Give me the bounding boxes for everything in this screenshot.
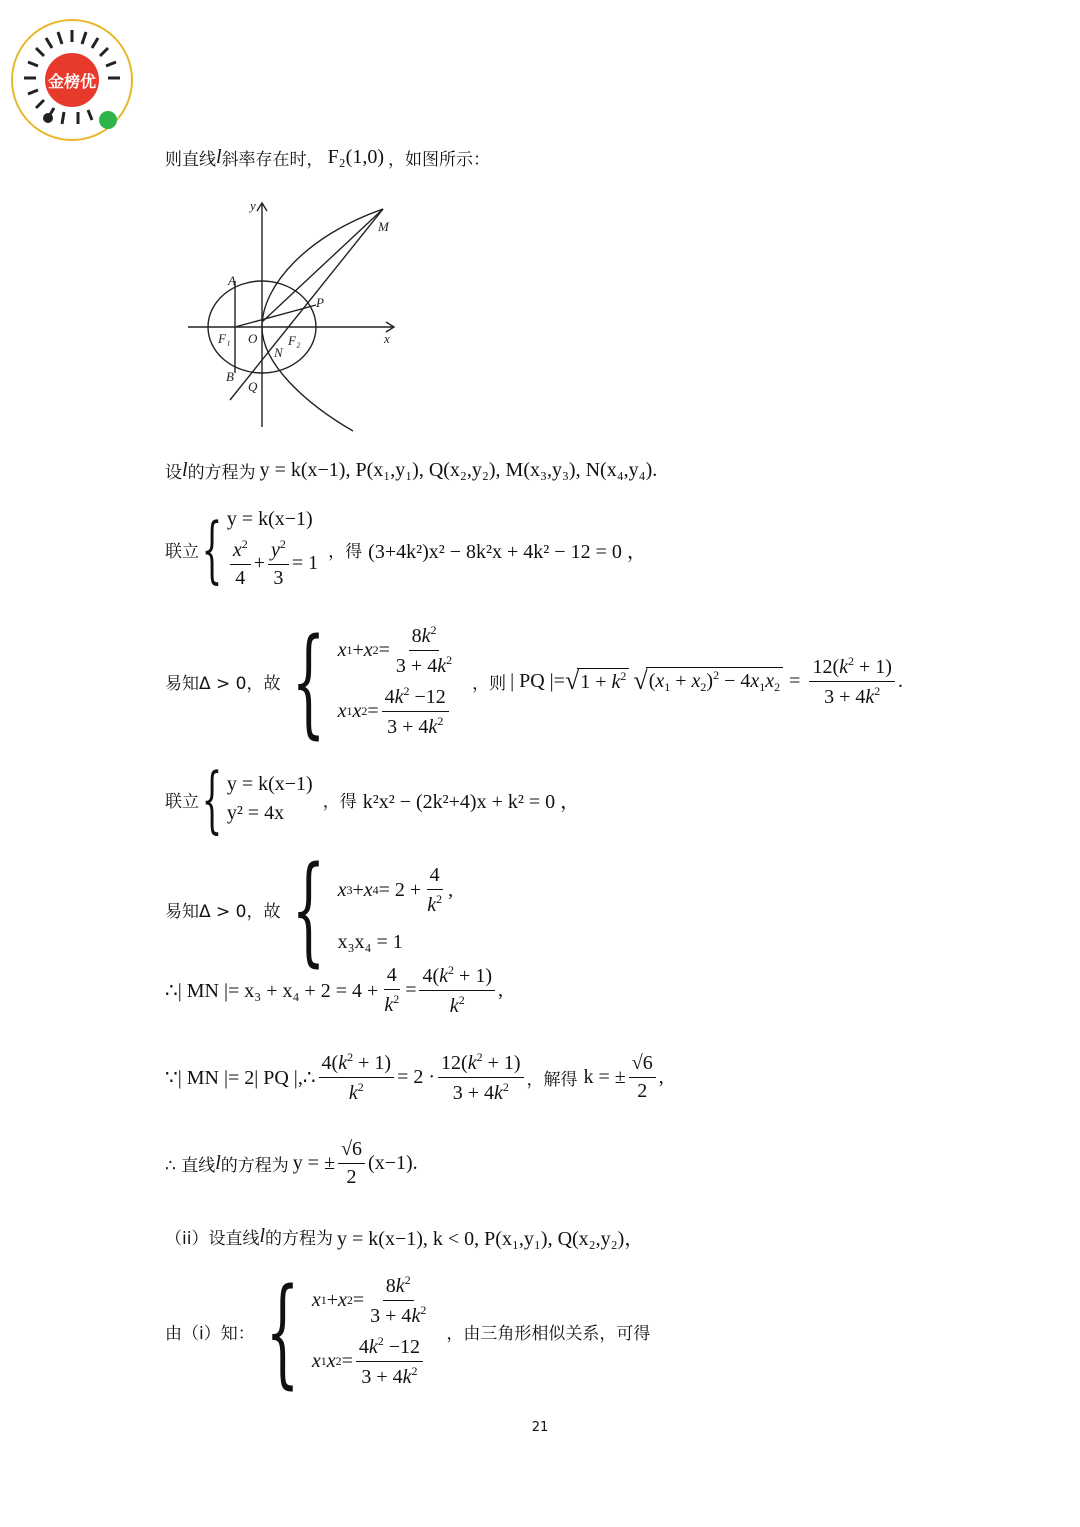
label-M: M — [378, 219, 389, 234]
text: ，解得 — [526, 1070, 578, 1090]
fraction: $\frac{√6}{2}$ — [338, 1138, 365, 1189]
system-4 — [338, 864, 454, 954]
equation-sum: x 1 + x 2 = $\frac{8k^2}{3 + 4k^2}$ — [337, 623, 453, 677]
math: = — [789, 669, 801, 692]
math: ∴| MN |= x₃ + x₄ + 2 = 4 + — [165, 980, 379, 1002]
text: ，得 — [322, 791, 357, 812]
math: k = ± — [583, 1066, 626, 1088]
logo-brand-text: 金榜优 — [47, 72, 97, 91]
left-brace: { — [291, 612, 325, 750]
math: y = k(x−1), k < 0, P(x₁,y₁), Q(x₂,y₂)， — [337, 1228, 645, 1250]
math: y = ± — [292, 1152, 336, 1174]
label-Q: Q — [248, 379, 258, 394]
math: | PQ |= — [510, 669, 565, 692]
math: . — [897, 669, 903, 692]
text: 易知Δ > 0，故 — [165, 673, 281, 694]
math: F₂(1,0) — [327, 146, 384, 168]
left-brace: { — [201, 757, 223, 841]
label-O: O — [248, 331, 258, 346]
sqrt-icon: √ — [564, 666, 580, 695]
fraction: $\frac{12(k^2 + 1)}{3 + 4k^2}$ — [438, 1050, 524, 1105]
equation: y = k(x−1) — [226, 773, 313, 795]
equation-ellipse: $\frac{x^2}{4}$ + $\frac{y^2}{3}$ = 1 — [227, 537, 318, 590]
equation-product: x 1 x 2 = $\frac{4k^2 -12}{3 + 4k^2}$ — [338, 684, 459, 739]
equation-sum: x 3 + x 4 = 2 + $\frac{4}{k^2}$ , — [337, 864, 454, 916]
text: 的方程为 — [220, 1156, 289, 1176]
fraction: $\frac{4}{k^2}$ — [384, 964, 400, 1016]
label-A: A — [228, 273, 236, 288]
left-brace: { — [291, 840, 325, 978]
math: y = k(x−1), P(x₁,y₁), Q(x₂,y₂), M(x₃,y₃), N(x₄,y₄). — [259, 459, 658, 481]
label-x: x — [384, 331, 390, 346]
text: 由（i）知： — [165, 1323, 255, 1344]
line-8: ∵| MN |= 2| PQ |,∴ $\frac{4(k^2 + 1)}{k^2}$ = 2 · $\frac{12(k^2 + 1)}{3 + 4k^2}$ ，解得 k = ± $\frac{√6}{2}$ , — [165, 1050, 664, 1104]
line-6 — [165, 840, 454, 978]
fraction: $\frac{4(k^2 + 1)}{k^2}$ — [319, 1050, 395, 1105]
equation: y² = 4x — [226, 802, 285, 824]
text: 的方程为 — [187, 463, 256, 483]
system-2 — [338, 623, 459, 739]
page-number: 21 — [531, 1420, 549, 1435]
equation: y = k(x−1) — [226, 508, 313, 530]
left-brace: { — [201, 507, 223, 591]
text: 设 — [165, 463, 182, 483]
label-F1: F₁ — [218, 331, 231, 346]
text: ∴ 直线 — [165, 1156, 216, 1176]
sqrt-icon: √ — [633, 666, 648, 695]
label-P: P — [316, 295, 324, 310]
left-brace: { — [265, 1262, 300, 1400]
line-2 — [165, 458, 657, 483]
line-4 — [165, 612, 903, 750]
radicand: $(x_1 + x_2)^2 - 4x_1x_2$ — [646, 667, 783, 695]
fraction: $\frac{4(k^2 + 1)}{k^2}$ — [419, 963, 495, 1018]
line-7: ∴| MN |= x₃ + x₄ + 2 = 4 + $\frac{4}{k^2}$ = $\frac{4(k^2 + 1)}{k^2}$ , — [165, 963, 503, 1017]
var-l: l — [216, 146, 222, 168]
math: (x−1). — [368, 1152, 418, 1174]
logo-seal-icon — [8, 8, 138, 143]
math: k²x² − (2k²+4)x + k² = 0 ， — [362, 790, 581, 813]
text: 易知Δ > 0，故 — [165, 901, 281, 922]
equation-sum: x 1 + x 2 = $\frac{8k^2}{3 + 4k^2}$ — [311, 1273, 427, 1327]
text: 的方程为 — [265, 1229, 334, 1249]
radicand: $1 + k^2$ — [577, 668, 629, 694]
geometry-diagram — [178, 195, 408, 435]
equation-product: x 1 x 2 = $\frac{4k^2 -12}{3 + 4k^2}$ — [312, 1334, 433, 1389]
line-9 — [165, 1138, 418, 1189]
label-F2: F₂ — [288, 333, 301, 348]
var-l: l — [182, 459, 188, 481]
system-1 — [227, 508, 318, 590]
line-5 — [165, 757, 581, 841]
math: (3+4k²)x² − 8k²x + 4k² − 12 = 0 ， — [368, 540, 647, 563]
label-B: B — [226, 369, 234, 384]
text: ，则 — [472, 673, 507, 694]
fraction: $\frac{√6}{2}$ — [629, 1052, 656, 1103]
text: 则直线 — [165, 150, 216, 170]
text: ，由三角形相似关系，可得 — [446, 1323, 651, 1344]
system-5 — [312, 1273, 433, 1389]
label-y: y — [250, 198, 256, 213]
fraction: $\frac{12(k^2 + 1)}{3 + 4k^2}$ — [809, 654, 895, 709]
text: 斜率存在时， — [221, 150, 324, 170]
figure-ellipse-parabola — [178, 195, 408, 435]
var-l: l — [259, 1225, 266, 1247]
text: ，得 — [328, 541, 363, 562]
equation: x₃x₄ = 1 — [337, 931, 403, 953]
text: 联立 — [165, 791, 199, 812]
text: （ii）设直线 — [165, 1229, 260, 1249]
label-N: N — [274, 345, 283, 360]
line-11 — [165, 1262, 651, 1400]
math: ∵| MN |= 2| PQ |,∴ — [165, 1067, 316, 1089]
logo — [8, 8, 138, 143]
line-10 — [165, 1222, 644, 1251]
system-3 — [227, 773, 313, 825]
line-1 — [165, 145, 490, 170]
line-3 — [165, 508, 647, 590]
text: 联立 — [165, 541, 199, 562]
text: ，如图所示： — [387, 150, 490, 170]
var-l: l — [215, 1152, 221, 1174]
